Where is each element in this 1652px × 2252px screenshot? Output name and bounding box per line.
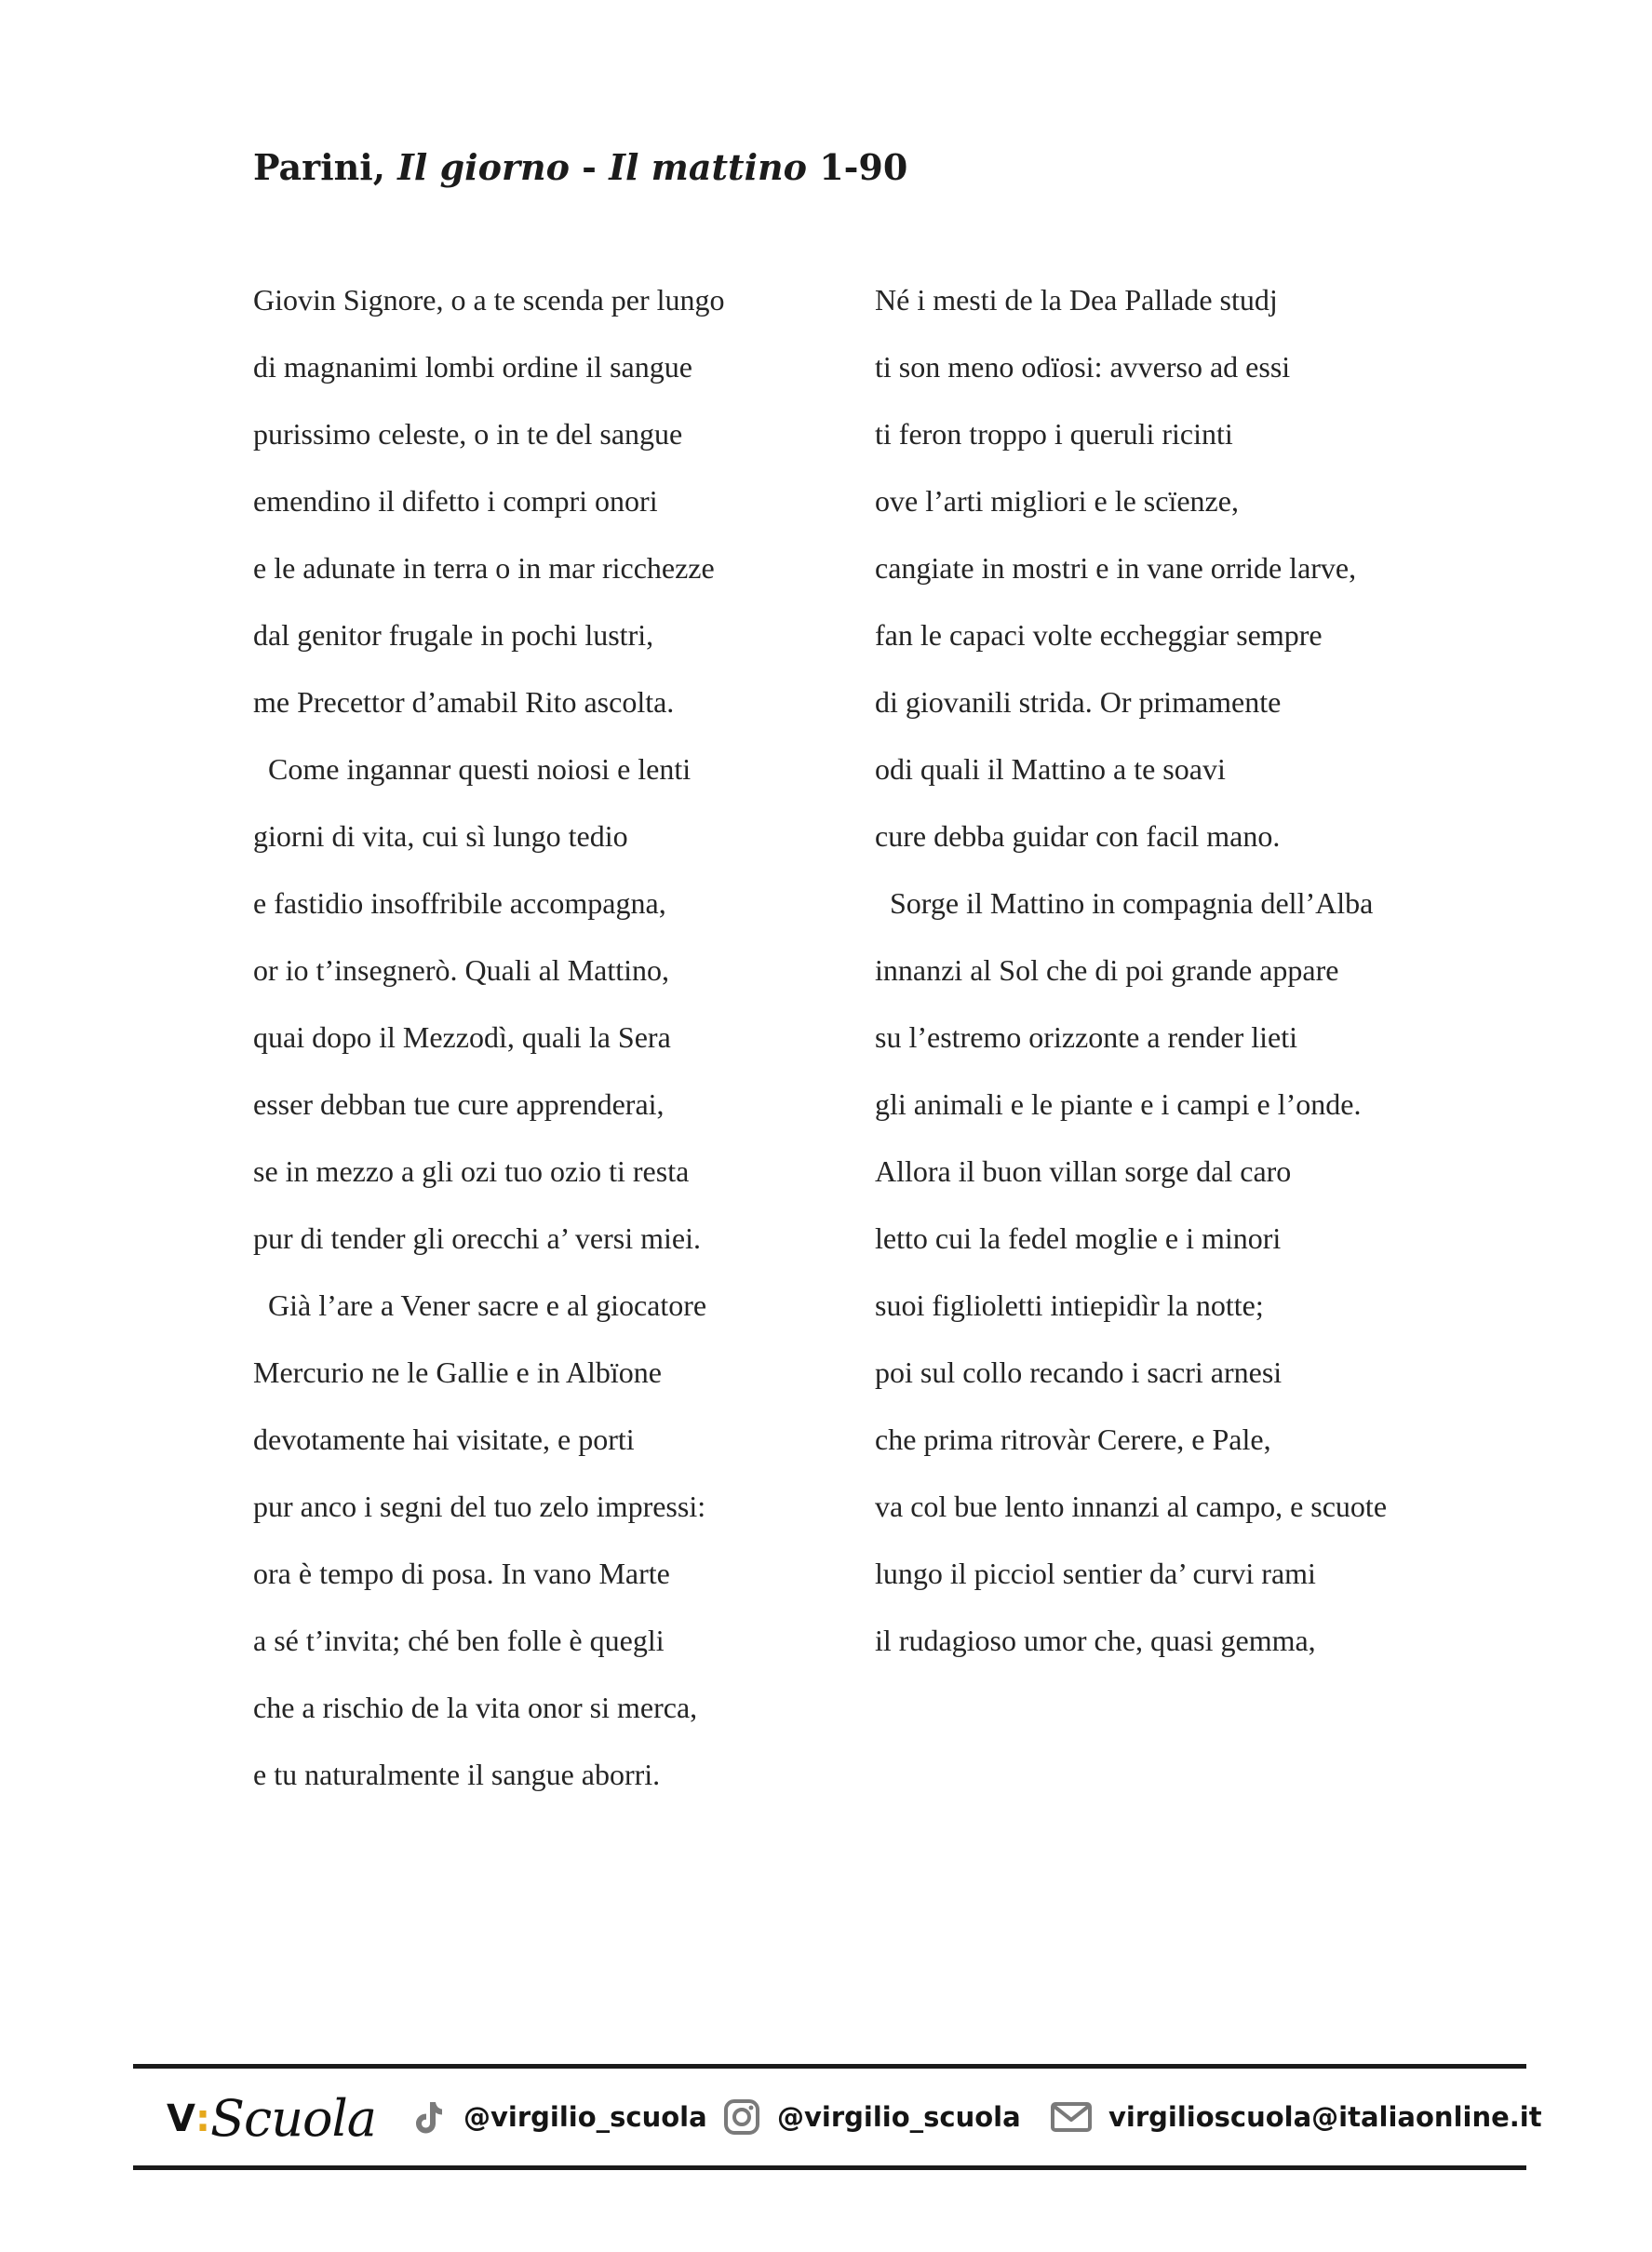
poem-column-right (875, 280, 1415, 1688)
verse-line: di magnanimi lombi ordine il sangue (253, 350, 692, 384)
verse-line: il rudagioso umor che, quasi gemma, (875, 1624, 1316, 1657)
title-range: 1-90 (806, 146, 908, 188)
verse-line: ove l’arti migliori e le scïenze, (875, 484, 1239, 518)
verse-line: pur anco i segni del tuo zelo impressi: (253, 1490, 706, 1523)
verse-line: Già l’are a Vener sacre e al giocatore (268, 1288, 707, 1322)
verse-line: e fastidio insoffribile accompagna, (253, 886, 666, 920)
verse-line: letto cui la fedel moglie e i minori (875, 1221, 1282, 1255)
verse-line: purissimo celeste, o in te del sangue (253, 417, 683, 451)
tiktok-icon (408, 2097, 449, 2137)
verse-line: innanzi al Sol che di poi grande appare (875, 953, 1339, 987)
verse-line: me Precettor d’amabil Rito ascolta. (253, 685, 675, 719)
logo-letter: V (167, 2097, 195, 2140)
verse-line: se in mezzo a gli ozi tuo ozio ti resta (253, 1154, 690, 1188)
footer (133, 2069, 1542, 2165)
tiktok-contact[interactable] (408, 2089, 707, 2145)
verse-line: a sé t’invita; ché ben folle è quegli (253, 1624, 665, 1657)
logo-colon: : (195, 2097, 210, 2140)
verse-line: Mercurio ne le Gallie e in Albïone (253, 1355, 662, 1389)
verse-line: devotamente hai visitate, e porti (253, 1423, 635, 1456)
verse-line: emendino il difetto i compri onori (253, 484, 658, 518)
verse-line: va col bue lento innanzi al campo, e scuote (875, 1490, 1388, 1523)
footer-divider-bottom (133, 2165, 1526, 2170)
verse-line: dal genitor frugale in pochi lustri, (253, 618, 654, 652)
verse-line: or io t’insegnerò. Quali al Mattino, (253, 953, 670, 987)
verse-line: quai dopo il Mezzodì, quali la Sera (253, 1020, 671, 1054)
verse-line: cure debba guidar con facil mano. (875, 819, 1281, 853)
verse-line: esser debban tue cure apprenderai, (253, 1087, 665, 1121)
verse-line: che prima ritrovàr Cerere, e Pale, (875, 1423, 1271, 1456)
page-title (253, 140, 907, 196)
verse-line: ti feron troppo i queruli ricinti (875, 417, 1233, 451)
verse-line: Allora il buon villan sorge dal caro (875, 1154, 1292, 1188)
verse-line: che a rischio de la vita onor si merca, (253, 1691, 698, 1724)
verse-line: e tu naturalmente il sangue aborri. (253, 1758, 661, 1791)
title-work: Il giorno (397, 146, 570, 188)
logo-script: Scuola (209, 2089, 376, 2148)
verse-line: ti son meno odïosi: avverso ad essi (875, 350, 1291, 384)
verse-line: Né i mesti de la Dea Pallade studj (875, 283, 1278, 317)
verse-line: Come ingannar questi noiosi e lenti (268, 752, 692, 786)
tiktok-handle[interactable]: @virgilio_scuola (463, 2101, 707, 2133)
verse-line: fan le capaci volte eccheggiar sempre (875, 618, 1323, 652)
verse-line: e le adunate in terra o in mar ricchezze (253, 551, 715, 585)
instagram-icon (721, 2097, 762, 2137)
verse-line: suoi figlioletti intiepidìr la notte; (875, 1288, 1264, 1322)
verse-line: odi quali il Mattino a te soavi (875, 752, 1226, 786)
verse-line: Sorge il Mattino in compagnia dell’Alba (890, 886, 1374, 920)
email-contact[interactable] (1049, 2089, 1542, 2145)
email-address[interactable]: virgilioscuola@italiaonline.it (1108, 2101, 1542, 2133)
mail-icon (1049, 2097, 1094, 2137)
verse-line: di giovanili strida. Or primamente (875, 685, 1282, 719)
verse-line: giorni di vita, cui sì lungo tedio (253, 819, 628, 853)
verse-line: cangiate in mostri e in vane orride larve, (875, 551, 1357, 585)
virgilio-scuola-logo[interactable] (167, 2091, 376, 2147)
instagram-contact[interactable] (721, 2089, 1021, 2145)
verse-line: pur di tender gli orecchi a’ versi miei. (253, 1221, 701, 1255)
title-author: Parini, (253, 146, 398, 188)
verse-line: gli animali e le piante e i campi e l’onde. (875, 1087, 1362, 1121)
verse-line: lungo il picciol sentier da’ curvi rami (875, 1557, 1316, 1590)
verse-line: poi sul collo recando i sacri arnesi (875, 1355, 1283, 1389)
verse-line: Giovin Signore, o a te scenda per lungo (253, 283, 725, 317)
poem-column-left (253, 280, 812, 1822)
title-separator: - (569, 146, 610, 188)
verse-line: ora è tempo di posa. In vano Marte (253, 1557, 670, 1590)
title-part: Il mattino (609, 146, 807, 188)
verse-line: su l’estremo orizzonte a render lieti (875, 1020, 1298, 1054)
instagram-handle[interactable]: @virgilio_scuola (777, 2101, 1021, 2133)
